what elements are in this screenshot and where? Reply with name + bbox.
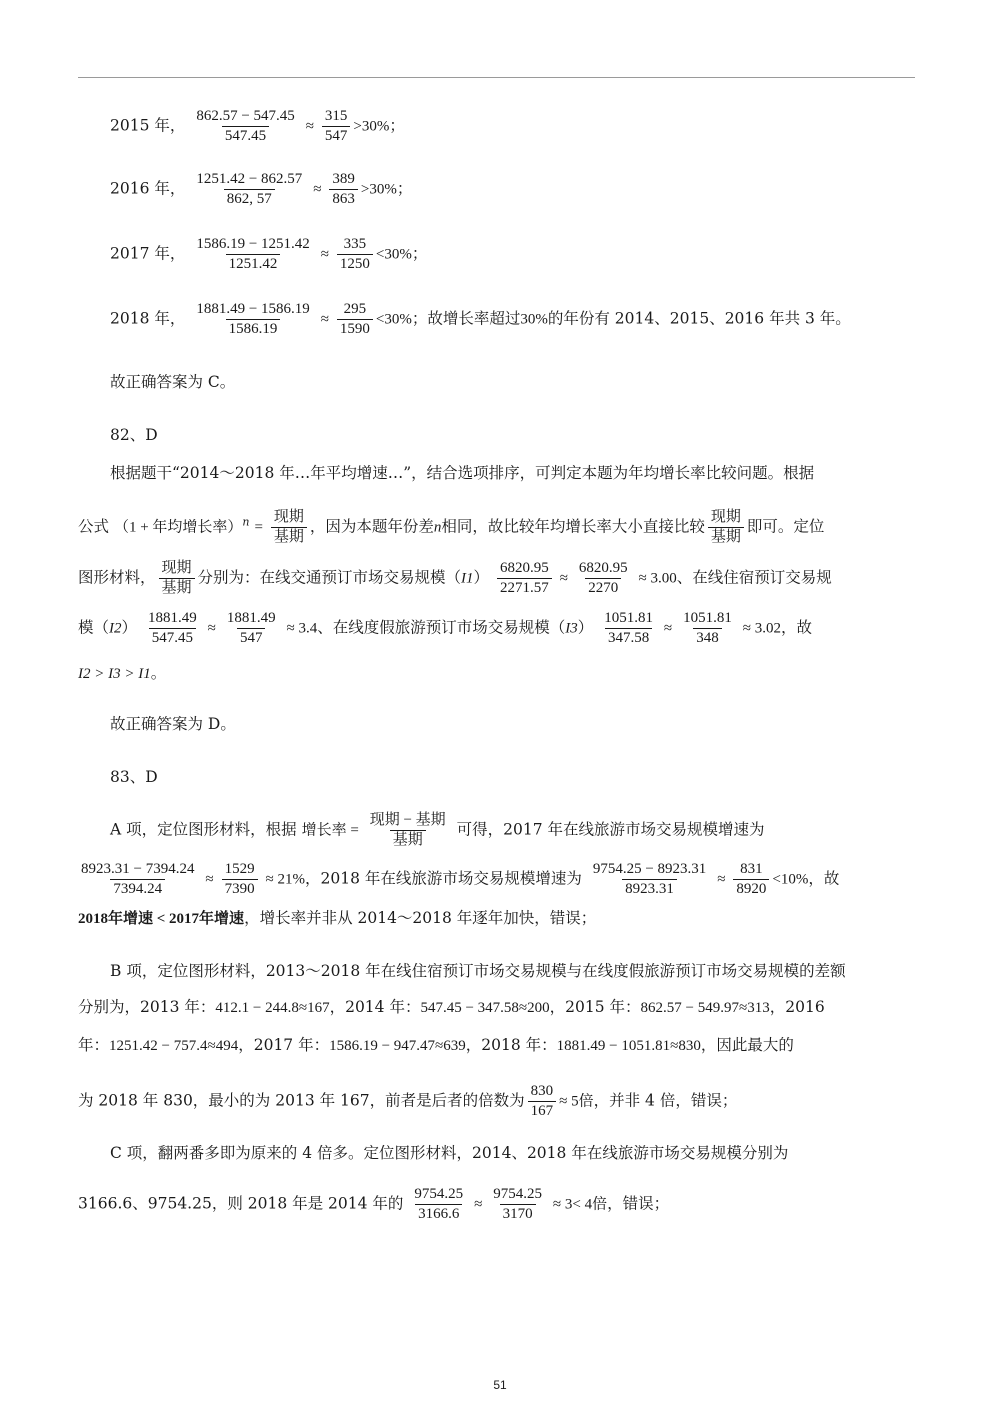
formula: 2018年增速 < 2017年增速 xyxy=(78,911,245,927)
text: 。 xyxy=(150,664,167,682)
fraction: $\frac{9754.25}{3166.6}$ xyxy=(414,1186,464,1222)
comparison: <30% xyxy=(375,311,412,328)
variable: I3 xyxy=(565,620,578,637)
text: ，增长率并非从 2014～2018 年逐年加快，错误； xyxy=(244,909,597,927)
line-2016 xyxy=(110,170,412,209)
fraction: $\frac{\text{现期}}{\text{基期}}$ xyxy=(271,508,307,547)
text: ，故 xyxy=(808,869,840,888)
fraction: $\frac{295}{1590}$ xyxy=(337,300,373,339)
fraction: $\frac{389}{863}$ xyxy=(329,170,358,209)
text: ） xyxy=(473,568,490,587)
fraction: $\frac{1051.81}{347.58}$ xyxy=(604,610,653,646)
formula-exponent: n xyxy=(242,515,250,529)
text: ，2018 年在线旅游市场交易规模增速为 xyxy=(305,869,582,888)
fraction: $\frac{1529}{7390}$ xyxy=(222,860,258,899)
text: ，2014 年： xyxy=(329,998,421,1016)
fraction: $\frac{6820.95}{2271.57}$ xyxy=(497,559,552,598)
fraction: $\frac{335}{1250}$ xyxy=(337,235,373,274)
q83-option-b-3 xyxy=(78,1034,794,1057)
punct: ； xyxy=(396,179,413,198)
year-label: 2016 年， xyxy=(110,179,186,198)
value: ≈ 3.4 xyxy=(286,620,318,637)
fraction: $\frac{1881.49}{547.45}$ xyxy=(147,610,197,646)
q82-paragraph-3 xyxy=(78,559,832,598)
formula: 412.1 − 244.8≈167 xyxy=(215,1000,330,1016)
approx-sign: ≈ xyxy=(717,871,726,888)
text: 即可。定位 xyxy=(746,517,825,536)
value: ≈ 3.02 xyxy=(742,620,781,637)
formula: 862.57 − 549.97≈313 xyxy=(640,1000,770,1016)
text: ，并非 4 倍，错误； xyxy=(593,1091,738,1110)
q82-paragraph-4 xyxy=(78,609,812,648)
text: ，错误； xyxy=(607,1194,670,1213)
fraction: $\frac{830}{167}$ xyxy=(528,1082,557,1121)
question-82-heading: 82、D xyxy=(110,426,158,444)
comparison: <10% xyxy=(772,871,809,888)
fraction: $\frac{8923.31 - 7394.24}{7394.24}$ xyxy=(81,861,195,897)
text: 分别为，2013 年： xyxy=(78,998,216,1016)
formula: 增长率 = xyxy=(301,822,359,839)
q83-option-a-2 xyxy=(78,860,839,899)
approx-sign: ≈ xyxy=(313,181,322,198)
q83-option-b-2 xyxy=(78,996,825,1019)
text: 3166.6、9754.25，则 2018 年是 2014 年的 xyxy=(78,1194,404,1213)
approx-sign: ≈ xyxy=(320,246,329,263)
punct: ； xyxy=(389,116,405,135)
approx-sign: ≈ xyxy=(207,620,216,637)
fraction: $\frac{\text{现期 − 基期}}{\text{基期}}$ xyxy=(369,812,446,848)
text: ，2017 年： xyxy=(238,1036,330,1054)
ranking: I2 > I3 > I1 xyxy=(78,666,151,682)
fraction: $\frac{\text{现期}}{\text{基期}}$ xyxy=(708,508,744,547)
approx-sign: ≈ xyxy=(663,620,673,637)
value: ≈ 3< 4倍 xyxy=(552,1196,608,1213)
year-label: 2017 年， xyxy=(110,244,186,263)
text: ，因此最大的 xyxy=(700,1036,794,1054)
text: 、在线住宿预订交易规 xyxy=(676,568,832,587)
text: A 项，定位图形材料，根据 xyxy=(110,820,297,839)
approx-sign: ≈ xyxy=(320,311,329,328)
fraction: $\frac{315}{547}$ xyxy=(322,107,351,146)
approx-sign: ≈ xyxy=(474,1196,483,1213)
text: ；故增长率超过 xyxy=(411,309,521,328)
year-label: 2018 年， xyxy=(110,309,186,328)
fraction: $\frac{9754.25 - 8923.31}{8923.31}$ xyxy=(592,861,707,897)
value: ≈ 5倍 xyxy=(559,1093,594,1110)
page-number: 51 xyxy=(493,1378,507,1392)
answer-81: 故正确答案为 C。 xyxy=(110,373,236,391)
comparison: >30% xyxy=(360,181,397,198)
q82-paragraph-1: 根据题干“2014～2018 年…年平均增速…”，结合选项排序，可判定本题为年均增长率比较问题。根据 xyxy=(110,464,815,482)
variable: I1 xyxy=(461,570,474,587)
text: ，故 xyxy=(781,618,813,637)
text: 分别为：在线交通预订市场交易规模（ xyxy=(197,568,462,587)
comparison: >30% xyxy=(353,118,390,135)
fraction: $\frac{862.57 - 547.45}{547.45}$ xyxy=(196,108,295,144)
variable: n xyxy=(433,519,442,536)
equals-sign: = xyxy=(254,519,263,536)
text: 为 2018 年 830，最小的为 2013 年 167，前者是后者的倍数为 xyxy=(78,1091,525,1110)
percent: 30% xyxy=(520,311,548,328)
text: ，因为本题年份差 xyxy=(309,517,434,536)
q83-option-a-1 xyxy=(110,811,765,850)
fraction: $\frac{831}{8920}$ xyxy=(733,860,769,899)
fraction: $\frac{1251.42 - 862.57}{862, 57}$ xyxy=(196,171,303,207)
punct: ； xyxy=(411,244,428,263)
text: 图形材料， xyxy=(78,568,156,587)
q82-paragraph-2 xyxy=(78,508,824,547)
value: ≈ 3.00 xyxy=(638,570,677,587)
formula: 1586.19 − 947.47≈639 xyxy=(329,1038,466,1054)
q83-option-b-4 xyxy=(78,1082,737,1121)
q82-paragraph-5 xyxy=(78,662,166,685)
q83-option-a-3 xyxy=(78,907,596,930)
value: ≈ 21% xyxy=(265,871,305,888)
q83-option-b-1: B 项，定位图形材料，2013～2018 年在线住宿预订市场交易规模与在线度假旅游预订市场交易规模的差额 xyxy=(110,962,846,980)
comparison: <30% xyxy=(375,246,412,263)
text: ，2015 年： xyxy=(549,998,641,1016)
fraction: $\frac{1881.49 - 1586.19}{1586.19}$ xyxy=(196,301,310,337)
year-label: 2015 年， xyxy=(110,116,186,135)
text: 、在线度假旅游预订市场交易规模（ xyxy=(317,618,566,637)
fraction: $\frac{1881.49}{547}$ xyxy=(226,610,276,646)
fraction: $\frac{6820.95}{2270}$ xyxy=(578,560,628,596)
line-2015 xyxy=(110,107,405,146)
text: ，2018 年： xyxy=(465,1036,557,1054)
approx-sign: ≈ xyxy=(559,570,568,587)
text: ，2016 xyxy=(769,998,825,1016)
fraction: $\frac{1051.81}{348}$ xyxy=(683,610,732,646)
text: 年： xyxy=(78,1036,110,1054)
header-rule xyxy=(78,77,915,78)
question-83-heading: 83、D xyxy=(110,768,158,786)
q83-option-c-2 xyxy=(78,1185,669,1224)
fraction: $\frac{\text{现期}}{\text{基期}}$ xyxy=(159,559,195,598)
text: ） xyxy=(577,618,594,637)
text: 的年份有 2014、2015、2016 年共 3 年。 xyxy=(547,309,851,328)
text: 公式 xyxy=(78,517,110,536)
line-2017 xyxy=(110,235,427,274)
formula-base: （1 + 年均增长率） xyxy=(113,519,243,536)
text: 相同，故比较年均增长率大小直接比较 xyxy=(441,517,705,536)
fraction: $\frac{1586.19 - 1251.42}{1251.42}$ xyxy=(196,236,310,272)
formula: 547.45 − 347.58≈200 xyxy=(420,1000,550,1016)
approx-sign: ≈ xyxy=(205,871,214,888)
line-2018 xyxy=(110,300,851,339)
approx-sign: ≈ xyxy=(305,118,314,135)
answer-82: 故正确答案为 D。 xyxy=(110,715,236,733)
formula: 1881.49 − 1051.81≈830 xyxy=(556,1038,701,1054)
formula: 1251.42 − 757.4≈494 xyxy=(109,1038,239,1054)
text: ） xyxy=(121,618,138,637)
q83-option-c-1: C 项，翻两番多即为原来的 4 倍多。定位图形材料，2014、2018 年在线旅游市场交易规模分别为 xyxy=(110,1144,789,1162)
fraction: $\frac{9754.25}{3170}$ xyxy=(493,1186,542,1222)
variable: I2 xyxy=(109,620,122,637)
text: 模（ xyxy=(78,618,110,637)
text: 可得，2017 年在线旅游市场交易规模增速为 xyxy=(456,820,765,839)
